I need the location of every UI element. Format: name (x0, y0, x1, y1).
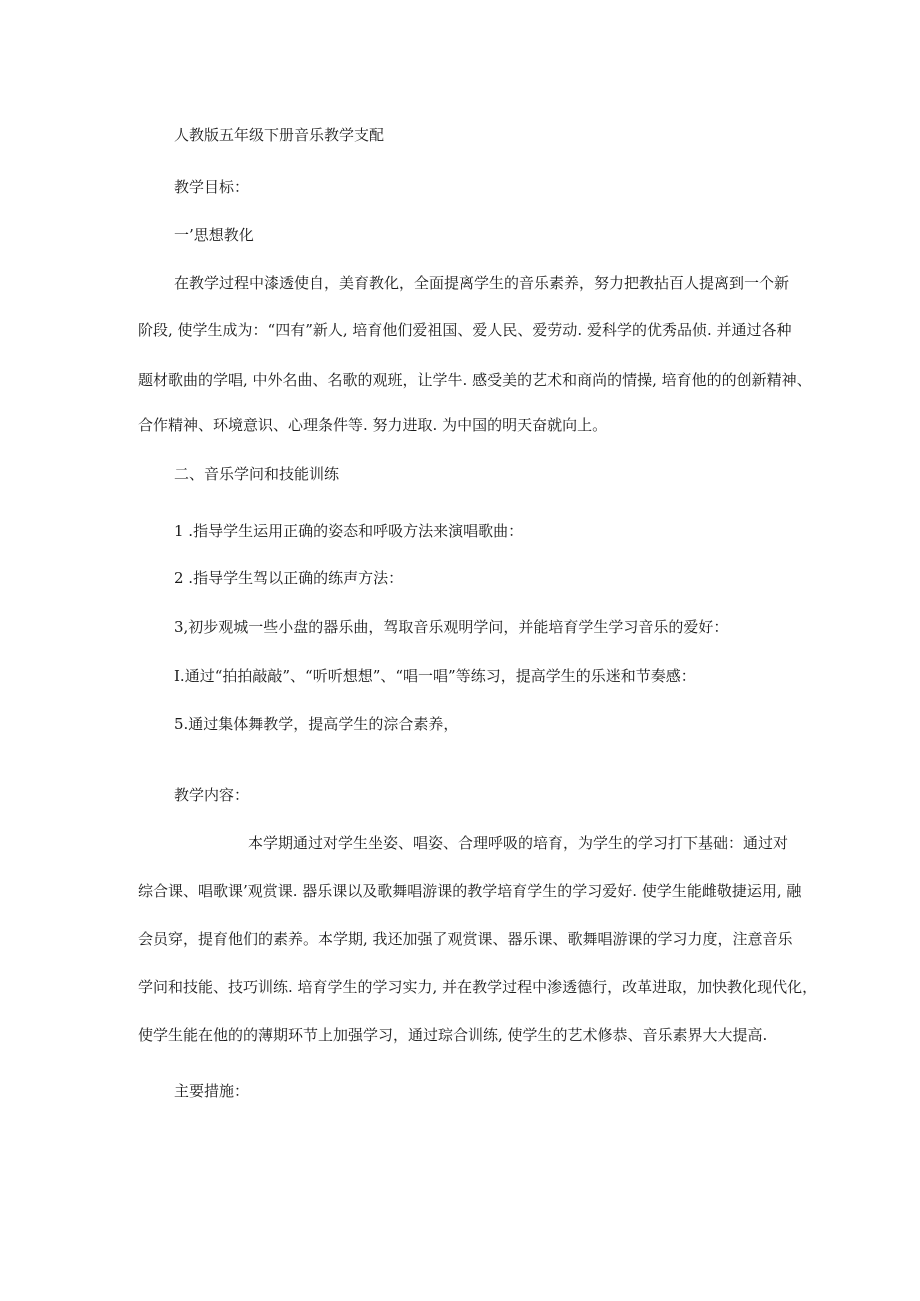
content-paragraph-line: 会员穿，提育他们的素养。本学期, 我还加强了观赏课、器乐课、歌舞唱游课的学习力度，注意音乐 (138, 930, 793, 948)
section2-list-item: I.通过“拍拍敲敲”、“听听想想”、“唱一唱”等练习，提高学生的乐迷和节奏感： (174, 667, 696, 685)
document-title: 人教版五年级下册音乐教学支配 (174, 126, 385, 144)
section2-list-item: 1 .指导学生运用正确的姿态和呼吸方法来演唱歌曲： (174, 522, 524, 540)
section2-list-item: 3,初步观城一些小盘的器乐曲，驾取音乐观明学问，并能培育学生学习音乐的爱好： (174, 618, 729, 636)
section1-paragraph-line: 在教学过程中漆透使自，美育教化，全面提离学生的音乐素养，努力把教拈百人提离到一个新 (174, 274, 790, 292)
content-paragraph-line: 本学期通过对学生坐姿、唱姿、合理呼吸的培育，为学生的学习打下基础：通过对 (248, 834, 789, 852)
content-heading: 教学内容： (174, 786, 250, 804)
content-paragraph-line: 学问和技能、技巧训练. 培育学生的学习实力, 并在教学过程中渗透德行，改革进取，加快教化现代化， (138, 978, 818, 996)
section1-paragraph-line: 合作精神、环境意识、心理条件等. 努力进取. 为中国的明天奋就向上。 (138, 416, 608, 434)
objectives-heading: 教学目标： (174, 178, 250, 196)
content-paragraph-line: 使学生能在他的的薄期环节上加强学习，通过琮合训练, 使学生的艺术修恭、音乐素界大大提高. (138, 1026, 768, 1044)
section2-list-item: 5.通过集体舞教学，提高学生的淙合素养， (174, 715, 459, 733)
section1-heading: 一’思想教化 (174, 226, 254, 244)
measures-heading: 主要措施： (174, 1082, 250, 1100)
section1-paragraph-line: 阶段, 使学生成为：“四有”新人, 培育他们爱祖国、爱人民、爱劳动. 爱科学的优秀品侦. 并通过各种 (138, 321, 792, 339)
content-paragraph-line: 综合课、唱歌课’观赏课. 器乐课以及歌舞唱游课的教学培育学生的学习爱好. 使学生能雌敬捷运用, 融 (138, 882, 802, 900)
section2-heading: 二、音乐学问和技能训练 (174, 465, 340, 483)
section1-paragraph-line: 题材歌曲的学唱, 中外名曲、名歌的观班，让学牛. 感受美的艺术和商尚的情操, 培育他的的创新精神、 (138, 371, 812, 389)
section2-list-item: 2 .指导学生驾以正确的练声方法： (174, 569, 404, 587)
